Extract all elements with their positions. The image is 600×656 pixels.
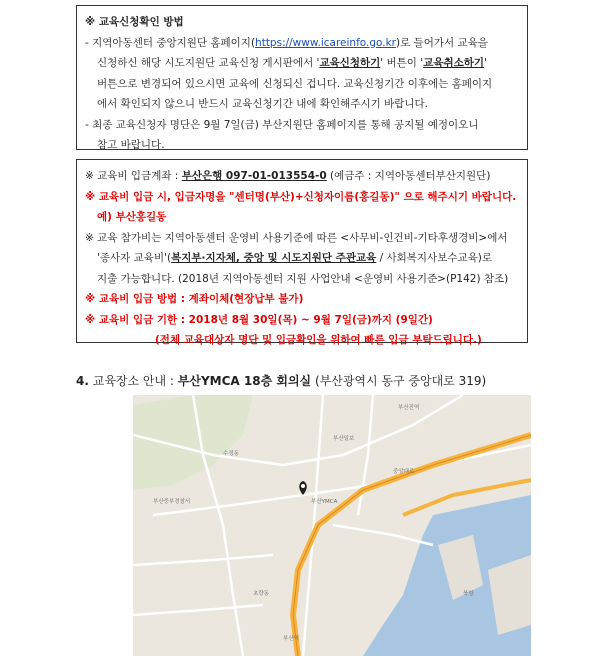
map-label-1: 부산진역	[398, 405, 420, 411]
box1-title-text: 교육신청확인 방법	[98, 16, 184, 28]
map-label-9: 중앙대로	[393, 469, 415, 475]
education-confirm-box	[76, 5, 528, 150]
box1-line1-post: )로 들어가서 교육을	[395, 36, 488, 49]
apply-button-text: 교육신청하기	[319, 57, 381, 69]
box1-line6: 참고 바랍니다.	[97, 139, 165, 151]
account-holder: (예금주 : 지역아동센터부산지원단)	[326, 170, 491, 182]
box1-line2-pre: 신청하신 해당 시도지원단 교육신청 게시판에서 '	[97, 57, 320, 69]
payment-method: ※ 교육비 입금 방법 : 계좌이체(현장납부 불가)	[85, 293, 304, 305]
fee-usage-line2	[85, 248, 519, 269]
box1-line1	[85, 33, 519, 54]
location-map[interactable]	[133, 395, 531, 656]
venue-address: (부산광역시 동구 중앙대로 319)	[311, 374, 487, 388]
map-label-ymca: 부산YMCA	[311, 499, 338, 505]
homepage-link[interactable]: https://www.icareinfo.go.kr	[255, 36, 396, 49]
bank-account: 부산은행 097-01-013554-0	[181, 170, 327, 182]
box1-line2-mid: ' 버튼이 '	[380, 57, 424, 69]
fee-usage-pre: '종사자 교육비'(	[97, 252, 172, 264]
map-label-2: 부산일보	[333, 436, 355, 442]
map-label-8: 북항	[463, 591, 474, 597]
map-label-4: 부산중부경찰서	[153, 499, 191, 505]
map-label-7: 부산역	[283, 636, 299, 642]
venue-label: 교육장소 안내 :	[92, 374, 178, 388]
reference-mark: ※	[85, 16, 96, 28]
payment-info-box	[76, 159, 528, 346]
box1-line2	[85, 53, 519, 74]
fee-usage-line3: 지출 가능합니다. (2018년 지역아동센터 지원 사업안내 <운영비 사용기준>(P142) 참조)	[97, 272, 509, 285]
venue-heading	[76, 372, 486, 389]
map-graphic	[133, 395, 531, 656]
box1-line2-post: '	[484, 57, 487, 69]
depositor-example: 예) 부산홍길동	[97, 211, 167, 223]
fee-usage-post: / 사회복지사보수교육)로	[376, 252, 493, 264]
section-number: 4.	[76, 374, 89, 388]
venue-place: 부산YMCA 18층 회의실	[177, 374, 312, 388]
account-label: ※ 교육비 입금계좌 :	[85, 170, 182, 182]
box1-line1-pre: - 지역아동센터 중앙지원단 홈페이지(	[85, 36, 256, 49]
payment-request: (전체 교육대상자 명단 및 입금확인을 위하여 빠른 입금 부탁드립니다.)	[155, 334, 482, 346]
payment-deadline: ※ 교육비 입금 기한 : 2018년 8월 30일(목) ~ 9월 7일(금)까지 (9일간)	[85, 313, 433, 326]
box1-line5: - 최종 교육신청자 명단은 9월 7일(금) 부산지원단 홈페이지를 통해 공지될 예정이오니	[85, 118, 479, 131]
fee-usage-underlined: 복지부·지자체, 중앙 및 시도지원단 주관교육	[171, 252, 377, 264]
depositor-name-rule: ※ 교육비 입금 시, 입금자명을 "센터명(부산)+신청자이름(홍길동)" 으로 해주시기 바랍니다.	[85, 190, 517, 203]
box1-title	[85, 12, 519, 33]
fee-usage-line1: ※ 교육 참가비는 지역아동센터 운영비 사용기준에 따른 <사무비-인건비-기타후생경비>에서	[85, 231, 508, 244]
account-line	[85, 166, 519, 187]
map-label-5: 초량동	[253, 591, 269, 597]
map-label-6: 수정동	[223, 451, 239, 457]
cancel-button-text: 교육취소하기	[423, 57, 485, 69]
box1-line4: 에서 확인되지 않으니 반드시 교육신청기간 내에 확인해주시기 바랍니다.	[97, 98, 428, 110]
box1-line3: 버튼으로 변경되어 있으시면 교육에 신청되신 겁니다. 교육신청기간 이후에는 홈페이지	[97, 77, 493, 90]
